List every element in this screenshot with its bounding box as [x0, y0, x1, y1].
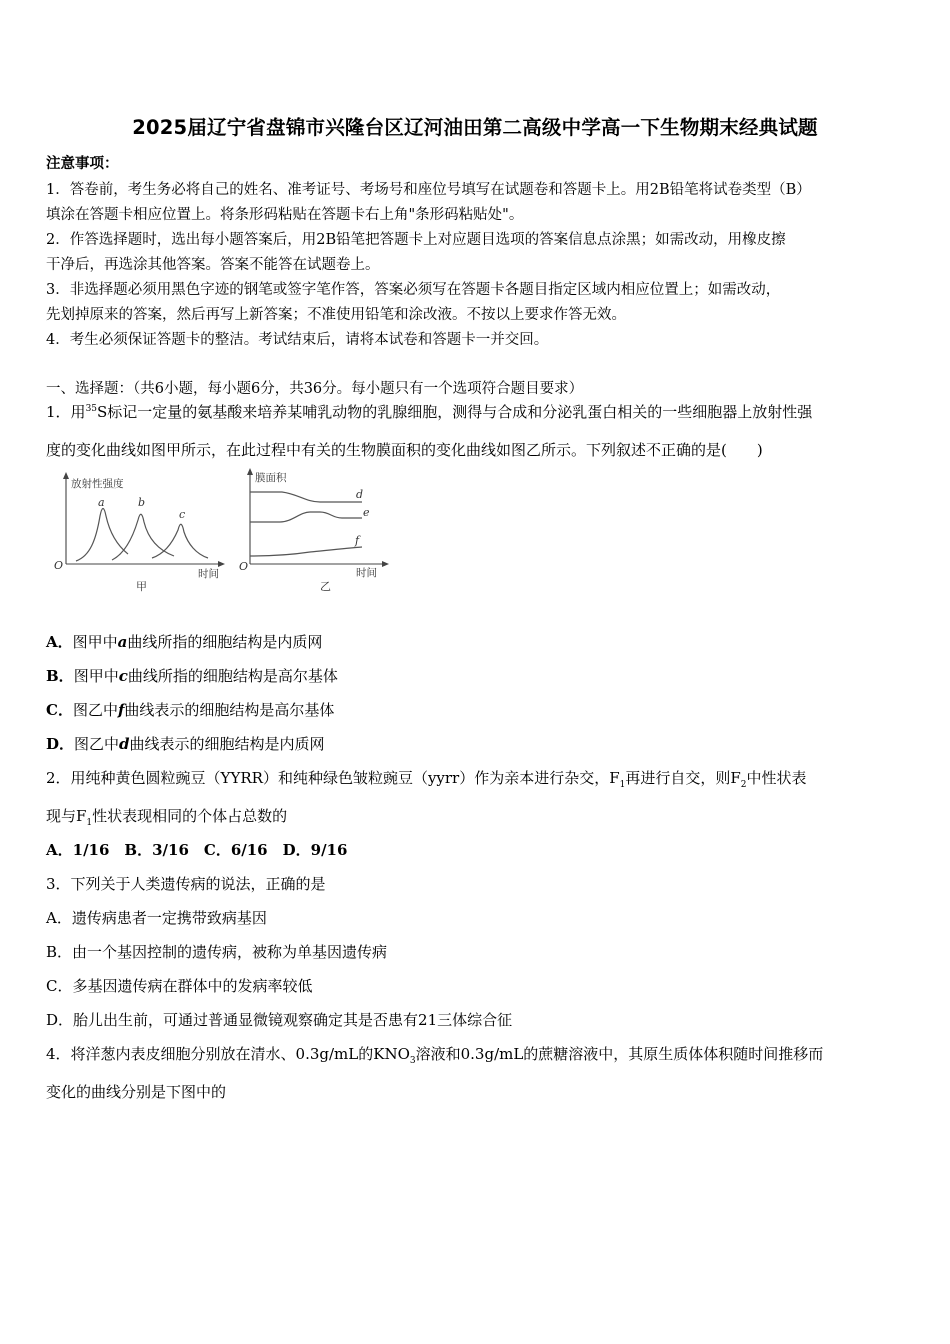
q3-text: 下列关于人类遗传病的说法，正确的是 [70, 875, 326, 893]
x-axis-arrow [218, 561, 225, 567]
curve-label-a: a [98, 496, 105, 509]
notice-line: 2．作答选择题时，选出每小题答案后，用2B铅笔把答题卡上对应题目选项的答案信息点涂黑；如需改动，用橡皮擦 [46, 232, 786, 248]
y-axis-arrow [247, 468, 253, 475]
notice-heading: 注意事项： [46, 155, 119, 172]
q4-text: 将洋葱内表皮细胞分别放在清水、0.3g/mL的KNO [70, 1045, 410, 1063]
superscript: 35 [85, 404, 98, 414]
figure-yi [240, 466, 400, 594]
notice-line: 先划掉原来的答案，然后再写上新答案；不准使用铅笔和涂改液。不按以上要求作答无效。 [46, 307, 626, 323]
curve-label-b: b [138, 496, 146, 509]
option-text: 曲线所指的细胞结构是内质网 [127, 633, 323, 651]
notice-line: 4．考生必须保证答题卡的整洁。考试结束后，请将本试卷和答题卡一并交回。 [46, 332, 549, 348]
curve-a [76, 509, 128, 562]
option-label: C． [46, 701, 73, 719]
q1-option-d [46, 733, 325, 754]
q3-option-b: B．由一个基因控制的遗传病，被称为单基因遗传病 [46, 943, 388, 961]
option-var: d [119, 735, 130, 753]
x-axis-arrow [382, 561, 389, 567]
question-1-line-1 [46, 401, 812, 422]
q1-option-b [46, 665, 338, 686]
subscript: 1 [86, 818, 93, 828]
curve-b [112, 514, 174, 560]
x-axis-label: 时间 [356, 567, 377, 579]
option-var: f [117, 701, 125, 719]
curve-e [250, 512, 362, 522]
question-number: 2． [46, 769, 71, 787]
notice-line: 填涂在答题卡相应位置上。将条形码粘贴在答题卡右上角"条形码粘贴处"。 [46, 207, 524, 223]
curve-label-c: c [179, 508, 186, 521]
curve-label-f: f [355, 534, 360, 547]
subscript: 1 [619, 780, 626, 790]
question-2-line-1 [46, 767, 807, 790]
y-axis-arrow [63, 472, 69, 479]
notice-line: 干净后，再选涂其他答案。答案不能答在试题卷上。 [46, 257, 380, 273]
question-number: 3． [46, 875, 71, 893]
q1-option-a [46, 631, 322, 652]
figure-jia [52, 470, 232, 596]
y-axis-label: 膜面积 [255, 472, 287, 484]
q1-text: S标记一定量的氨基酸来培养某哺乳动物的乳腺细胞，测得与合成和分泌乳蛋白相关的一些细胞器上放射性强 [97, 403, 813, 421]
q2-text: 再进行自交，则F [625, 769, 741, 787]
option-text: 曲线表示的细胞结构是内质网 [129, 735, 325, 753]
option-text: 图乙中 [74, 735, 120, 753]
q3-option-d: D．胎儿出生前，可通过普通显微镜观察确定其是否患有21三体综合征 [46, 1011, 513, 1029]
q2-text: 性状表现相同的个体占总数的 [92, 807, 288, 825]
notice-line: 3．非选择题必须用黑色字迹的钢笔或签字笔作答，答案必须写在答题卡各题目指定区域内相应位置上；如需改动， [46, 282, 781, 298]
q3-option-c: C．多基因遗传病在群体中的发病率较低 [46, 977, 313, 995]
q2-text: 中性状表 [746, 769, 807, 787]
q4-text: 溶液和0.3g/mL的蔗糖溶液中，其原生质体体积随时间推移而 [415, 1045, 824, 1063]
curve-label-d: d [356, 488, 364, 501]
option-label: A． [46, 633, 73, 651]
option-label: D． [46, 735, 75, 753]
question-4-line-2: 变化的曲线分别是下图中的 [46, 1083, 227, 1101]
curve-f [250, 547, 362, 556]
origin-label: O [54, 559, 64, 572]
question-2-line-2 [46, 805, 287, 828]
question-number: 4． [46, 1045, 71, 1063]
subscript: 2 [740, 780, 747, 790]
origin-label: O [239, 560, 249, 573]
option-text: 图乙中 [72, 701, 118, 719]
section-heading: 一、选择题：（共6小题，每小题6分，共36分。每小题只有一个选项符合题目要求） [46, 381, 584, 397]
option-var: c [118, 667, 128, 685]
x-axis-label: 时间 [198, 568, 219, 580]
curve-label-e: e [363, 506, 370, 519]
question-number: 1． [46, 403, 71, 421]
option-text: 图甲中 [72, 633, 118, 651]
question-3 [46, 873, 326, 894]
option-label: B． [46, 667, 74, 685]
q2-text: 用纯种黄色圆粒豌豆（YYRR）和纯种绿色皱粒豌豆（yyrr）作为亲本进行杂交，F [70, 769, 620, 787]
option-var: a [117, 633, 128, 651]
question-4-line-1 [46, 1043, 823, 1066]
curve-c [152, 524, 208, 558]
notice-line: 1．答卷前，考生务必将自己的姓名、准考证号、考场号和座位号填写在试题卷和答题卡上。用2B铅笔将试卷类型（B） [46, 182, 811, 198]
curve-d [250, 492, 362, 502]
q3-option-a: A．遗传病患者一定携带致病基因 [46, 909, 267, 927]
subscript: 3 [409, 1056, 416, 1066]
question-1-line-2: 度的变化曲线如图甲所示，在此过程中有关的生物膜面积的变化曲线如图乙所示。下列叙述不正确的是( ) [46, 441, 763, 459]
q1-option-c [46, 699, 334, 720]
q1-text: 用 [70, 403, 86, 421]
option-text: 曲线所指的细胞结构是高尔基体 [127, 667, 338, 685]
exam-title: 2025届辽宁省盘锦市兴隆台区辽河油田第二高级中学高一下生物期末经典试题 [132, 116, 818, 139]
option-text: 曲线表示的细胞结构是高尔基体 [124, 701, 335, 719]
figure-caption: 甲 [136, 580, 147, 593]
option-text: 图甲中 [73, 667, 119, 685]
figure-caption: 乙 [320, 580, 331, 593]
y-axis-label: 放射性强度 [71, 478, 124, 490]
q2-text: 现与F [46, 807, 87, 825]
q2-options: A．1/16 B．3/16 C．6/16 D．9/16 [46, 841, 348, 859]
